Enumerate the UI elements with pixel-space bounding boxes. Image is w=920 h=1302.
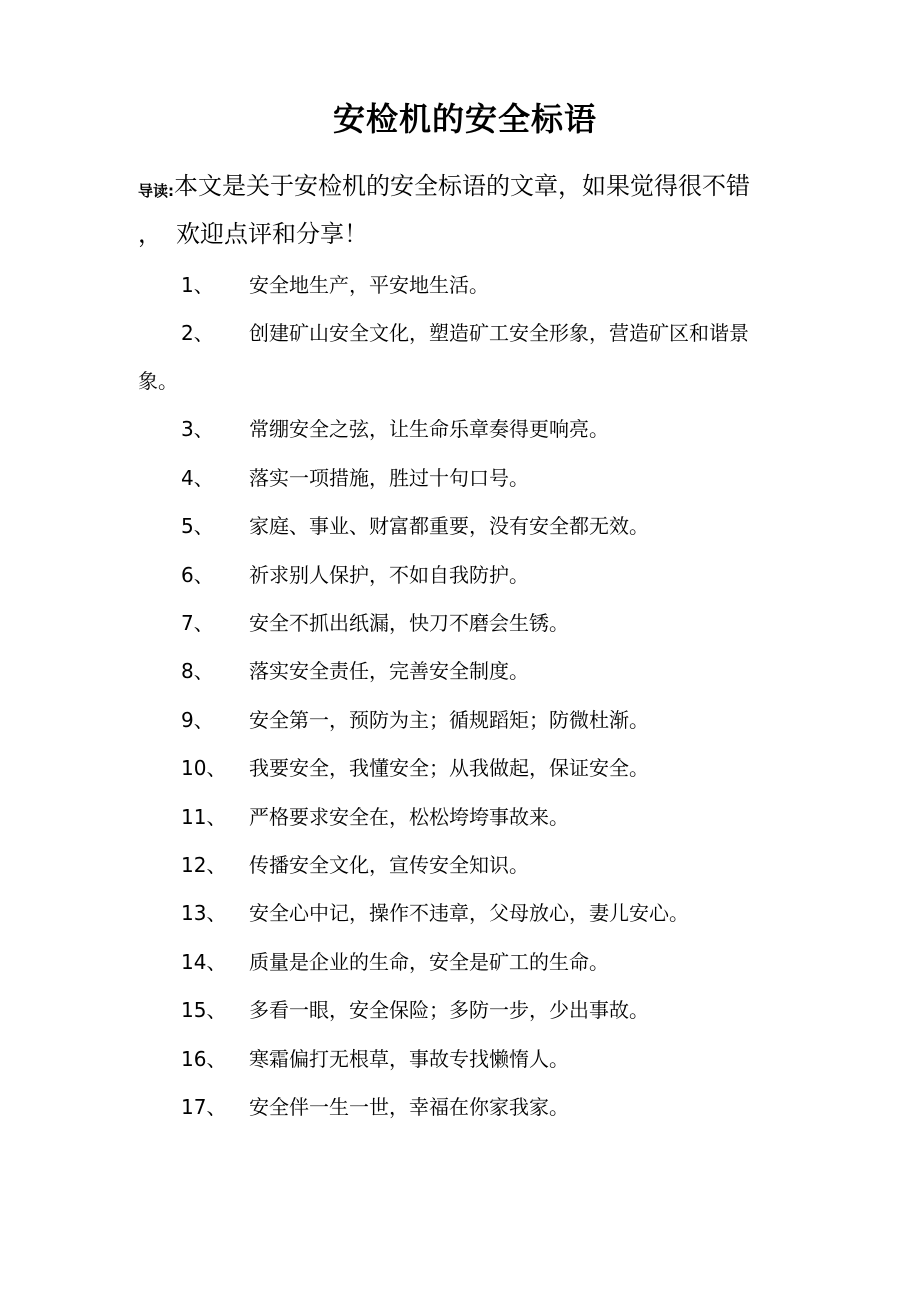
item-text: 安全地生产，平安地生活。: [249, 273, 489, 297]
item-number: 14、: [181, 950, 227, 974]
item-number: 4、: [181, 466, 214, 490]
item-number: 9、: [181, 708, 214, 732]
item-number: 10、: [181, 756, 227, 780]
item-text: 落实一项措施，胜过十句口号。: [249, 466, 529, 490]
item-number: 8、: [181, 659, 214, 683]
item-text: 多看一眼，安全保险；多防一步，少出事故。: [249, 998, 649, 1022]
item-text: 祈求别人保护，不如自我防护。: [249, 563, 529, 587]
item-text: 安全心中记，操作不违章，父母放心，妻儿安心。: [249, 901, 689, 925]
item-text: 创建矿山安全文化，塑造矿工安全形象，营造矿区和谐景: [249, 321, 749, 345]
item-number: 15、: [181, 998, 227, 1022]
intro-comma: ，: [138, 220, 162, 248]
item-number: 17、: [181, 1095, 227, 1119]
item-number: 12、: [181, 853, 227, 877]
intro-text-1: 本文是关于安检机的安全标语的文章，如果觉得很不错: [174, 172, 750, 200]
item-number: 16、: [181, 1047, 227, 1071]
item-text: 传播安全文化，宣传安全知识。: [249, 853, 529, 877]
intro-line-1: [138, 168, 798, 216]
item-text: 常绷安全之弦，让生命乐章奏得更响亮。: [249, 417, 609, 441]
document-title: 安检机的安全标语: [332, 100, 597, 138]
item-number: 6、: [181, 563, 214, 587]
item-text: 质量是企业的生命，安全是矿工的生命。: [249, 950, 609, 974]
item-number: 11、: [181, 805, 227, 829]
item-number: 1、: [181, 273, 214, 297]
item-text: 安全不抓出纸漏，快刀不磨会生锈。: [249, 611, 569, 635]
item-text: 安全第一，预防为主；循规蹈矩；防微杜渐。: [249, 708, 649, 732]
intro-paragraph: [138, 168, 798, 264]
item-number: 7、: [181, 611, 214, 635]
item-text: 落实安全责任，完善安全制度。: [249, 659, 529, 683]
item-number: 3、: [181, 417, 214, 441]
intro-line-2: [138, 216, 798, 264]
item-text: 家庭、事业、财富都重要，没有安全都无效。: [249, 514, 649, 538]
item-number: 5、: [181, 514, 214, 538]
item-text: 严格要求安全在，松松垮垮事故来。: [249, 805, 569, 829]
item-text: 我要安全，我懂安全；从我做起，保证安全。: [249, 756, 649, 780]
item-number: 13、: [181, 901, 227, 925]
intro-text-2: 欢迎点评和分享！: [176, 220, 368, 248]
item-text-continuation: 象。: [138, 369, 178, 393]
item-text: 寒霜偏打无根草，事故专找懒惰人。: [249, 1047, 569, 1071]
item-number: 2、: [181, 321, 214, 345]
intro-label: 导读:: [138, 182, 174, 200]
item-text: 安全伴一生一世，幸福在你家我家。: [249, 1095, 569, 1119]
